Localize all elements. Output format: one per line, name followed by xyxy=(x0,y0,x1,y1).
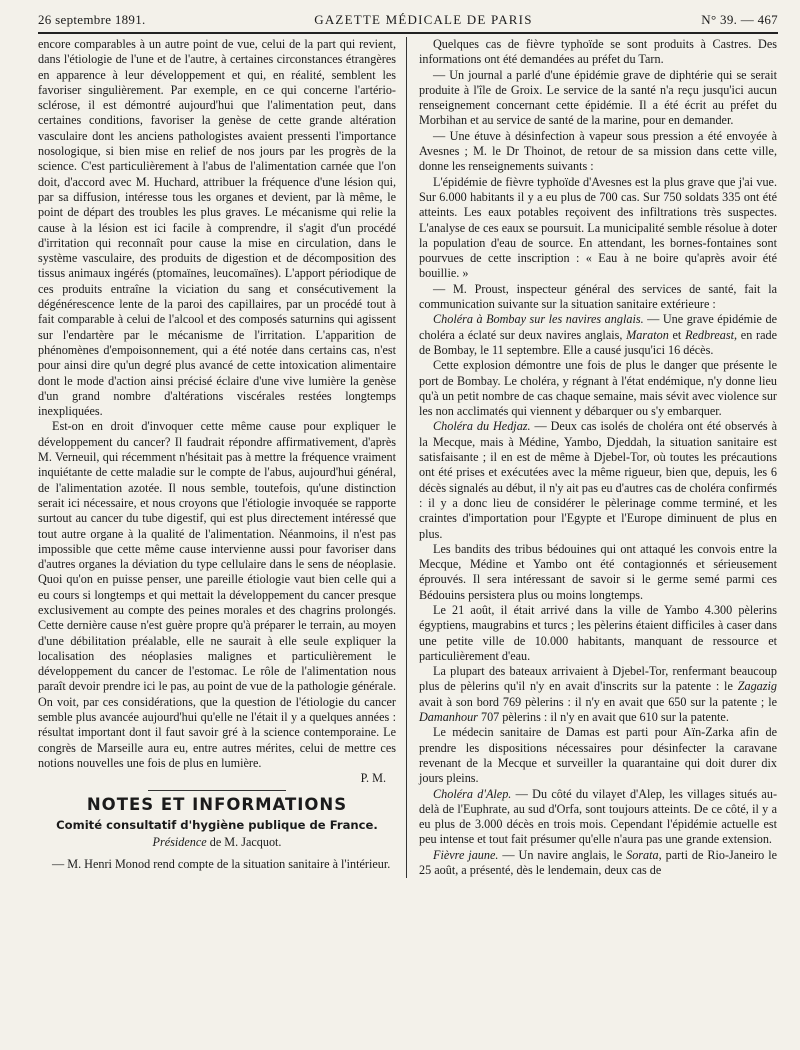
presidence-label: Présidence xyxy=(152,835,207,850)
right-paragraph-9: Les bandits des tribus bédouines qui ont attaqué les convois entre la Mecque, Médine et Yambo ont été contagionnés et sérieusement éprouvés. Il sera intéressant de savoir si le germe semé parmi ces Bédouins persistera plus ou moins longtemps. xyxy=(419,541,777,602)
committee-subhead: Comité consultatif d'hygiène publique de France. xyxy=(56,817,378,832)
right-column xyxy=(407,37,777,878)
running-head xyxy=(38,12,778,34)
alep-heading: Choléra d'Alep. xyxy=(433,786,512,801)
right-paragraph-7: Cette explosion démontre une fois de plus le danger que présente le port de Bombay. Le choléra, y régnant à l'état endémique, n'y donne lieu qu'à un petit nombre de cas chaque semaine, mais sévit avec violence sur les non acclimatés qui viennent y débarquer ou s'y embarquer. xyxy=(419,358,777,419)
right-paragraph-fievre-jaune xyxy=(419,848,777,879)
djebel-text-c: 707 pèlerins : il n'y en avait que 610 sur la patente. xyxy=(477,710,729,725)
left-column xyxy=(38,37,407,878)
header-issue: N° 39. — 467 xyxy=(701,12,778,27)
djebel-text-b: avait à son bord 769 pèlerins : il n'y en avait que 650 sur la patente ; le xyxy=(419,694,777,709)
left-paragraph-1: encore comparables à un autre point de vue, celui de la part qui revient, dans l'étiologie de l'une et de l'autre, à certaines circonstances étrangères en apparence à leur développement et qui, en réalité, semblent les favoriser singulièrement. Par exemple, en ce qui concerne l'artério-sclérose, il est démontré aujourd'hui que l'alimentation peut, dans certaines conditions, favoriser la genèse de cette grande altération vasculaire dont les anciens pathologistes avaient pressenti l'importance nosologique, si bien mise en relief de nos jours par les progrès de la science. C'est particulièrement à l'abus de l'alimentation carnée que l'on doit, d'accord avec M. Huchard, attribuer la fréquence d'une lésion qui, par sa diffusion, intéresse tous les organes et devient, par là même, le point de départ des troubles les plus graves. Le mécanisme qui relie la cause à la lésion est ici facile à comprendre, il s'agit d'un procédé d'irritation qui reconnaît pour cause la mise en circulation, dans le système vasculaire, des produits de digestion et de décomposition des tissus animaux ingérés (ptomaïnes, leucomaïnes). L'apport périodique de ces produits entraîne la viciation du sang et consécutivement la dégénérescence lente de la paroi des capillaires, par un procédé tout à fait comparable à celui de l'alcool et des composés saturnins qui agissent sur l'endartère par le mécanisme de l'irritation. L'apparition de phénomènes d'empoisonnement, qui a été notée dans certains cas, n'est pour ainsi dire qu'un degré plus avancé de cette intoxication alimentaire dont le mode d'action ainsi précisé éclaire d'une vive lumière la genèse d'un grand nombre d'altérations viscérales restées longtemps inexpliquées. xyxy=(38,37,396,419)
ship-zagazig: Zagazig xyxy=(737,679,777,694)
fievre-text-a: — Un navire anglais, le xyxy=(498,847,627,862)
right-paragraph-4: L'épidémie de fièvre typhoïde d'Avesnes est la plus grave que j'ai vue. Sur 6.000 habitants il y a eu plus de 700 cas. Sur 750 soldats 335 ont été atteints. Les eaux potables reçoivent des infiltrations très suspectes. L'analyse de ces eaux se poursuit. La municipalité semble résolue à doter la population d'eau de source. En attendant, les bornes-fontaines sont pourvues de cette inscription : « Eau à ne boire qu'après avoir été bouillie. » xyxy=(419,174,777,281)
left-paragraph-2: Est-on en droit d'invoquer cette même cause pour expliquer le développement du cancer? Il faudrait répondre affirmativement, d'après M. Verneuil, qui récemment n'hésitait pas à mettre la fréquence vraiment inquiétante de cette maladie sur le compte de l'abus, aujourd'hui général, de l'alimentation azotée. Il nous semble, toutefois, qu'une distinction serait ici nécessaire, et nous croyons que l'étiologie invoquée se rapporte surtout au cancer du tube digestif, qui est plus directement intéressé que tout autre organe à la qualité de l'alimentation. Néanmoins, il n'est pas impossible que cette même cause intervienne aussi pour favoriser dans d'autres organes la déviation du type cellulaire dans le sens de néoplasie. Quoi qu'on en puisse penser, une pareille étiologie vaut bien celle qui a eu cours si longtemps et qui mettait la développement du cancer presque exclusivement au compte des peines morales et des chagrins prolongés. Cette dernière cause n'est guère propre qu'à préparer le terrain, au moyen d'une débilitation préalable, elle ne saurait à elle seule expliquer la localisation des néoplasies malignes et particulièrement le développement du cancer de l'estomac. Le rôle de l'alimentation nous paraît devoir prendre ici le pas, au point de vue de la pathologie générale. On voit, par ces considérations, que la question de l'étiologie du cancer semble plus avancée aujourd'hui qu'elle ne l'était il y a quelques années : résultat important dont il faut savoir gré à la science contemporaine. Le congrès de Marseille aura eu, entre autres mérites, celui de mettre ces notions nouvelles une fois de plus en lumière. xyxy=(38,419,396,770)
hedjaz-heading: Choléra du Hedjaz. xyxy=(433,419,531,434)
right-paragraph-2: — Un journal a parlé d'une épidémie grave de diphtérie qui se serait produite à l'île de Groix. Le service de la santé n'a reçu jusqu'ici aucun renseignement concernant cette épidémie. Il a été écrit au préfet du Morbihan et au service de santé de la marine, pour en demander. xyxy=(419,67,777,128)
fievre-text-b: , parti de Rio-Janeiro le 25 août, a présenté, dès le lendemain, deux cas de xyxy=(419,847,777,878)
header-title: GAZETTE MÉDICALE DE PARIS xyxy=(314,12,533,27)
right-paragraph-5: — M. Proust, inspecteur général des services de santé, fait la communication suivante sur la situation sanitaire extérieure : xyxy=(419,281,777,312)
hedjaz-text: — Deux cas isolés de choléra ont été observés à la Mecque, mais à Médine, Yambo, Djeddah, la situation sanitaire est satisfaisante ; il en est de même à Djebel-Tor, où toutes les précautions ont été prises et exécutées avec la même rigueur, bien que, depuis, les 6 décès signalés au début, il n'y ait pas eu d'autres cas de choléra confirmés : il y a donc lieu de considérer le pèlerinage comme terminé, et les craintes d'importation pour l'Egypte et l'Europe diminuent de plus en plus. xyxy=(419,419,777,541)
bombay-text-b: et xyxy=(668,327,686,342)
right-paragraph-bombay xyxy=(419,312,777,358)
section-divider xyxy=(148,790,286,791)
right-paragraph-hedjaz xyxy=(419,419,777,541)
right-paragraph-10: Le 21 août, il était arrivé dans la ville de Yambo 4.300 pèlerins égyptiens, maugrabins et turcs ; les pèlerins étaient difficiles à caser dans une petite ville de 10.000 habitants, manquant de ressource et particulièrement d'eau. xyxy=(419,602,777,663)
right-paragraph-alep xyxy=(419,787,777,848)
ship-redbreast: Redbreast xyxy=(685,327,735,342)
bombay-text-c: , en rade de Bombay, le 11 septembre. Elle a causé jusqu'ici 16 décès. xyxy=(419,327,778,357)
presidence-name: de M. Jacquot. xyxy=(209,835,282,850)
djebel-text-a: La plupart des bateaux arrivaient à Djebel-Tor, renfermant beaucoup plus de pèlerins qu'il n'y en avait d'inscrits sur la patente : le xyxy=(419,664,777,694)
fievre-jaune-heading: Fièvre jaune. xyxy=(433,847,499,862)
two-column-body xyxy=(38,37,778,878)
ship-sorata: Sorata xyxy=(626,847,659,862)
presidence-line xyxy=(38,835,396,850)
closing-paragraph: — M. Henri Monod rend compte de la situation sanitaire à l'intérieur. xyxy=(52,857,391,872)
alep-text: — Du côté du vilayet d'Alep, les villages situés au-delà de l'Euphrate, au sud d'Orfa, sont toujours atteints. De ce côté, il y a eu plus de 3.000 décès en trois mois. Cependant l'épidémie actuelle est peu intense et tout fait présumer qu'elle n'aura pas une grande extension. xyxy=(419,786,777,847)
bombay-heading: Choléra à Bombay sur les navires anglais. xyxy=(433,312,644,327)
ship-damanhour: Damanhour xyxy=(419,710,478,725)
right-paragraph-12: Le médecin sanitaire de Damas est parti pour Aïn-Zarka afin de prendre les dispositions nécessaires pour désinfecter la caravane revenant de la Mecque et surveiller la quarantaine qui doit durer dix jours pleins. xyxy=(419,725,777,786)
right-paragraph-djebel-tor xyxy=(419,664,777,725)
bombay-text-a: — Une grave épidémie de choléra a éclaté sur deux navires anglais, xyxy=(419,312,777,342)
header-date: 26 septembre 1891. xyxy=(38,12,146,27)
right-paragraph-1: Quelques cas de fièvre typhoïde se sont produits à Castres. Des informations ont été demandées au préfet du Tarn. xyxy=(419,37,777,67)
article-signature: P. M. xyxy=(360,771,386,786)
section-title: NOTES ET INFORMATIONS xyxy=(86,794,348,814)
right-paragraph-3: — Une étuve à désinfection à vapeur sous pression a été envoyée à Avesnes ; M. le Dr Thoinot, de retour de sa mission dans cette ville, donne les renseignements suivants : xyxy=(419,128,777,174)
ship-maraton: Maraton xyxy=(626,327,669,342)
